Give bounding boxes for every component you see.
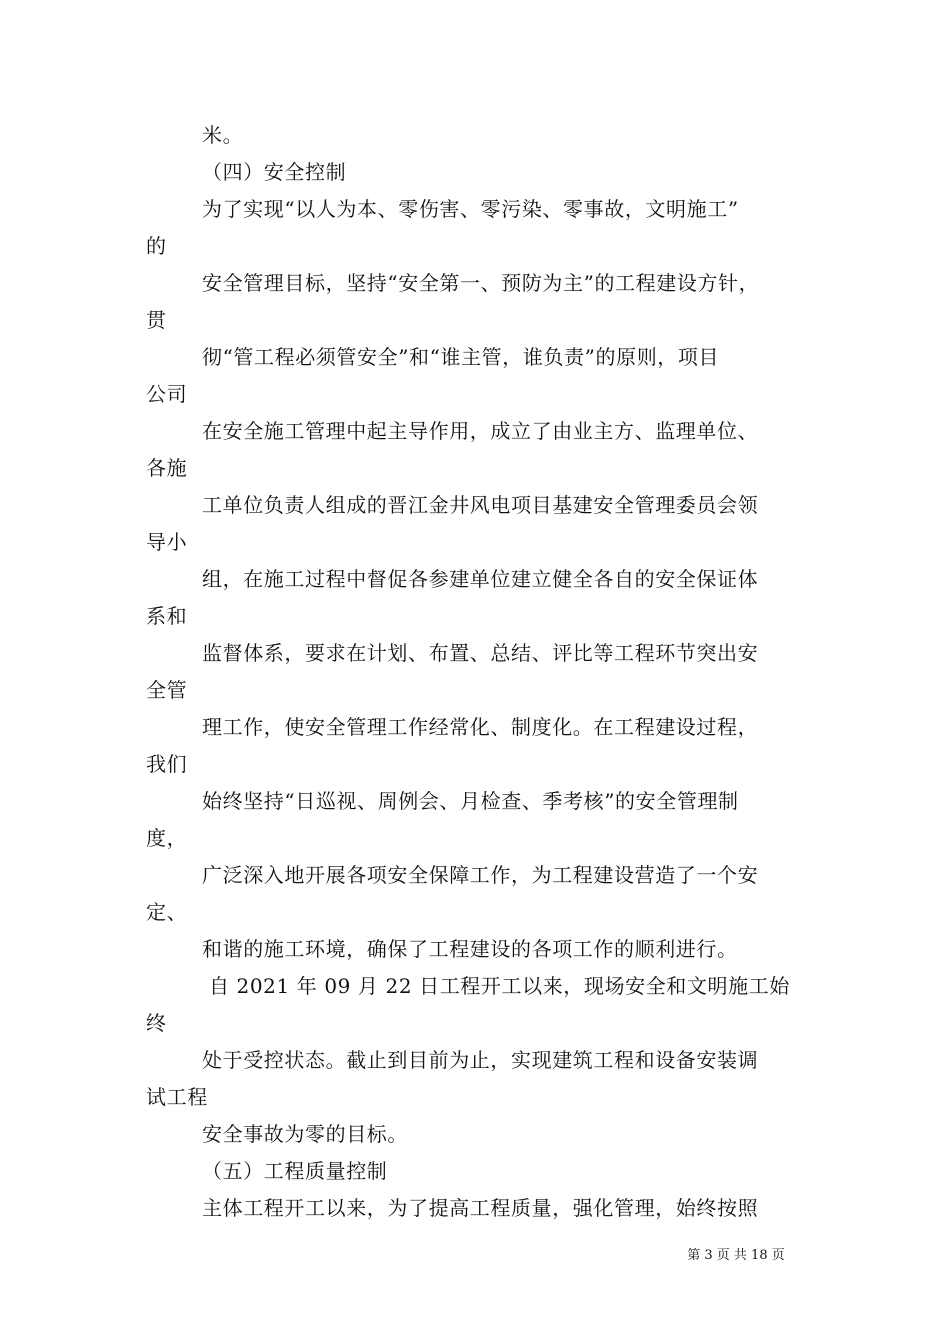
- text-line-wrap: 各施: [146, 456, 188, 480]
- text-line: 处于受控状态。截止到目前为止，实现建筑工程和设备安装调: [202, 1048, 759, 1072]
- text-line: 安全事故为零的目标。: [202, 1122, 408, 1146]
- text-line: 为了实现“以人为本、零伤害、零污染、零事故，文明施工”: [202, 197, 739, 221]
- text-line-wrap: 度，: [146, 826, 188, 850]
- page-footer: 第 3 页 共 18 页: [687, 1248, 785, 1263]
- text-line-wrap: 导小: [146, 530, 188, 554]
- section-heading: （四）安全控制: [202, 160, 347, 184]
- text-line: 在安全施工管理中起主导作用，成立了由业主方、监理单位、: [202, 419, 759, 443]
- text-line: 彻“管工程必须管安全”和“谁主管，谁负责”的原则，项目: [202, 345, 720, 369]
- text-line: 主体工程开工以来，为了提高工程质量，强化管理，始终按照: [202, 1196, 759, 1220]
- text-line-wrap: 定、: [146, 900, 188, 924]
- text-line-wrap: 我们: [146, 752, 188, 776]
- text-line-wrap: 系和: [146, 604, 188, 628]
- text-line: 始终坚持“日巡视、周例会、月检查、季考核”的安全管理制: [202, 789, 739, 813]
- text-line: 组，在施工过程中督促各参建单位建立健全各自的安全保证体: [202, 567, 759, 591]
- text-line: 监督体系，要求在计划、布置、总结、评比等工程环节突出安: [202, 641, 759, 665]
- text-line: 理工作，使安全管理工作经常化、制度化。在工程建设过程，: [202, 715, 759, 739]
- text-line: 广泛深入地开展各项安全保障工作，为工程建设营造了一个安: [202, 863, 759, 887]
- text-line: 安全管理目标，坚持“安全第一、预防为主”的工程建设方针，: [202, 271, 760, 295]
- text-line-wrap: 终: [146, 1011, 167, 1035]
- text-line: 和谐的施工环境，确保了工程建设的各项工作的顺利进行。: [202, 937, 738, 961]
- section-heading: （五）工程质量控制: [202, 1159, 388, 1183]
- text-line-wrap: 的: [146, 234, 167, 258]
- text-line: 自 2021 年 09 月 22 日工程开工以来，现场安全和文明施工始: [202, 974, 790, 998]
- text-line-wrap: 公司: [146, 382, 188, 406]
- text-line-wrap: 全管: [146, 678, 188, 702]
- text-line: 米。: [202, 123, 244, 147]
- text-line-wrap: 贯: [146, 308, 167, 332]
- text-line-wrap: 试工程: [146, 1085, 208, 1109]
- text-line: 工单位负责人组成的晋江金井风电项目基建安全管理委员会领: [202, 493, 759, 517]
